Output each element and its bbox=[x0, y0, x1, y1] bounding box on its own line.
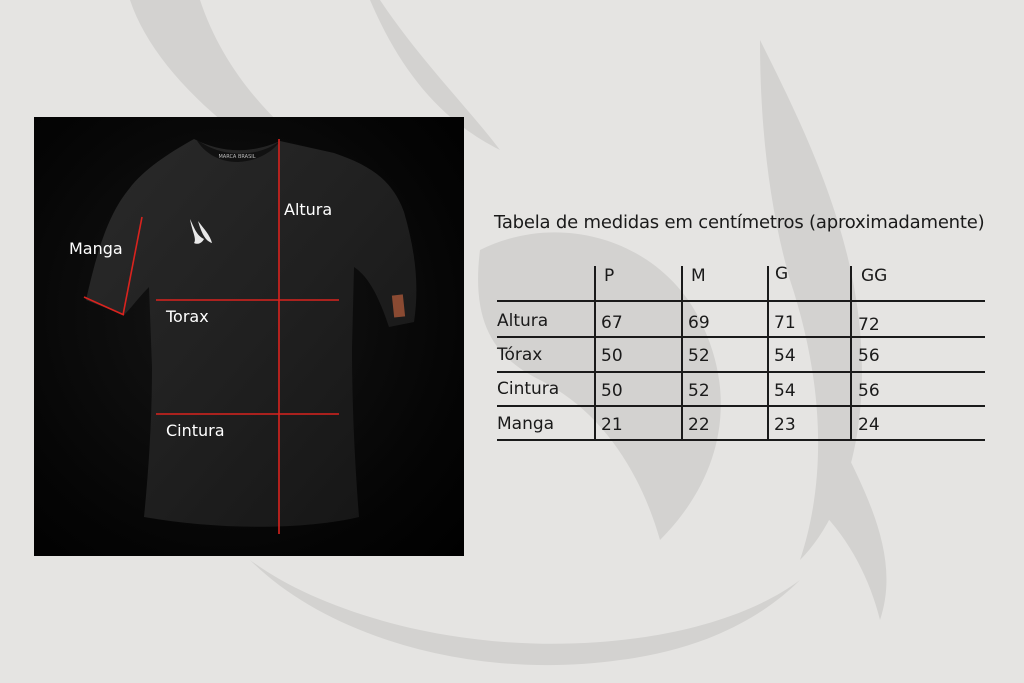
table-column-rule bbox=[594, 266, 596, 439]
label-altura: Altura bbox=[284, 200, 333, 219]
table-cell: 50 bbox=[601, 346, 623, 366]
row-label: Altura bbox=[497, 311, 549, 331]
row-label: Manga bbox=[497, 414, 555, 434]
table-cell: 21 bbox=[601, 415, 623, 435]
table-column-rule bbox=[767, 266, 769, 439]
row-label: Tórax bbox=[497, 345, 543, 365]
table-column-rule bbox=[681, 266, 683, 439]
header-g: G bbox=[775, 264, 789, 284]
table-rule bbox=[497, 300, 985, 302]
table-cell: 54 bbox=[774, 381, 796, 401]
label-cintura: Cintura bbox=[166, 421, 225, 440]
table-cell: 23 bbox=[774, 415, 796, 435]
table-rule bbox=[497, 336, 985, 338]
table-cell: 56 bbox=[858, 346, 880, 366]
table-cell: 69 bbox=[688, 313, 710, 333]
table-cell: 72 bbox=[858, 315, 880, 335]
table-rule bbox=[497, 439, 985, 441]
label-torax: Torax bbox=[166, 307, 209, 326]
table-rule bbox=[497, 371, 985, 373]
table-cell: 52 bbox=[688, 346, 710, 366]
header-gg: GG bbox=[861, 266, 888, 286]
table-cell: 54 bbox=[774, 346, 796, 366]
header-p: P bbox=[604, 266, 615, 286]
label-manga: Manga bbox=[69, 239, 123, 258]
table-cell: 56 bbox=[858, 381, 880, 401]
table-title: Tabela de medidas em centímetros (aproximadamente) bbox=[494, 212, 985, 233]
svg-text:MARCA BRASIL: MARCA BRASIL bbox=[218, 154, 256, 160]
table-rule bbox=[497, 405, 985, 407]
table-cell: 22 bbox=[688, 415, 710, 435]
header-m: M bbox=[691, 266, 706, 286]
table-cell: 52 bbox=[688, 381, 710, 401]
table-column-rule bbox=[850, 266, 852, 439]
table-cell: 67 bbox=[601, 313, 623, 333]
row-label: Cintura bbox=[497, 379, 560, 399]
table-cell: 71 bbox=[774, 313, 796, 333]
table-cell: 24 bbox=[858, 415, 880, 435]
table-cell: 50 bbox=[601, 381, 623, 401]
